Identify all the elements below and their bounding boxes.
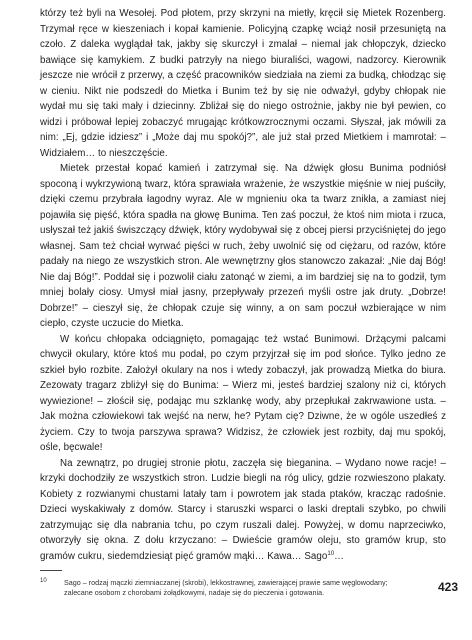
footnote-number: 10	[40, 578, 47, 584]
paragraph-1: którzy też byli na Wesołej. Pod płotem, przy skrzyni na mietły, kręcił się Mietek Rozenberg. Trzymał ręce w kieszeniach i kopał kamienie. Policyjną czapkę wciąż nosił przesuniętą na czoło. Z daleka wyglądał tak, jakby się skurczył i zmalał – niemal jak chłopczyk, dziecko bawiące się kamykiem. Z budki patrzyły na niego biuraliści, wagowi, nadzorcy. Kierownik jeszcze nie wrócił z przerwy, a część pracowników siedziała na ziemi za budką, chłodząc się w cieniu. Nikt nie podszedł do Mietka i Bunim też by się nie odważył, gdyby chłopak nie wydał mu się taki mały i dziecinny. Zbliżał się do niego ostrożnie, jakby nie był pewien, co widzi i próbował lepiej zobaczyć mrugając krótkowzrocznymi oczami. Słyszał, jak mówili za nim: „Ej, gdzie idziesz” i „Może daj mu spokój?”, ale już stał przed Mietkiem i mamrotał: – Widziałem… to nieszczęście.	[40, 8, 446, 159]
page-number: 423	[437, 580, 458, 594]
paragraph-2: Mietek przestał kopać kamień i zatrzymał się. Na dźwięk głosu Bunima podniósł spoconą i wykrzywioną twarz, która sprawiała wrażenie, że wszystkie mięśnie w niej puściły, dzięki czemu przybrała łagodny wyraz. Ale w mgnieniu oka ta twarz znikła, a zamiast niej pojawiła się pięść, która spadła na głowę Bunima. Ten zaś poczuł, że ktoś nim miota i rzuca, usłyszał też jakiś świszczący dźwięk, który wydobywał się z obcej piersi przyciśniętej do jego własnej. Sam też chciał wyrwać pięści w ruch, żeby uwolnić się od ciężaru, od razów, które padały na niego ze wszystkich stron. Ale wewnętrzny głos stanowczo zakazał: „Nie daj Bóg! Nie daj Bóg!”. Poddał się i pozwolił ciału zatonąć w ziemi, a im bardziej się na to godził, tym mniej bolały ciosy. Umysł miał jasny, przepływały przezeń myśli ostre jak druty. „Dobrze! Dobrze!” – cieszył się, że chłopak czuje się winny, a on sam poczuł wzbierające w nim ciepło, czyste uczucie do Mietka.	[40, 163, 446, 329]
footnote-reference[interactable]: 10	[327, 550, 335, 557]
paragraph-3: W końcu chłopaka odciągnięto, pomagając też wstać Bunimowi. Drżącymi palcami chwycił okulary, które ktoś mu podał, po czym przyjrzał się im pod słońce. Tylko jedno ze szkieł było rozbite. Założył okulary na nos i wtedy zobaczył, jak prowadzą Mietka do biura. Zezowaty tragarz zbliżył się do Bunima: – Wierz mi, jesteś bardziej szalony niż ci, których wywiezione! – złościł się, podając mu szklankę wody, aby przepłukał zakrwawione usta. – Jak można człowiekowi tak wejść na nerw, he? Pytam cię? Dziwne, że w ogóle uszedłeś z życiem. Czy to twoja parszywa sprawa? Widzisz, że człowiek jest rozbity, daj mu spokój, ośle, bęcwale!	[40, 333, 446, 453]
footnote-divider	[40, 570, 62, 571]
paragraph-4-tail: …	[334, 550, 344, 562]
body-text	[40, 6, 446, 564]
footnote	[40, 578, 410, 597]
paragraph-4	[40, 456, 446, 565]
footnote-text: Sago – rodzaj mączki ziemniaczanej (skrobi), lekkostrawnej, zawierającej prawie same węglowodany; zalecane osobom z chorobami żołądkowymi, nadaje się do pieczenia i gotowania.	[64, 578, 388, 597]
paragraph-4-text: Na zewnątrz, po drugiej stronie płotu, zaczęła się bieganina. – Wydano nowe racje! – krzyki dochodziły ze wszystkich stron. Ludzie biegli na róg ulicy, gdzie rozwieszono plakaty. Kobiety z rozwianymi chustami latały tam i powrotem jak stada ptaków, kracząc radośnie. Dzieci wyskakiwały z domów. Starcy i staruszki wsparci o laski dreptali szybko, po chwili zatrzymując się dla nabrania tchu, po czym ruszali dalej. Powyżej, w domu naprzeciwko, otworzyły się okna. Z dołu krzyczano: – Dwieście gramów oleju, sto gramów krup, sto gramów cukru, siedemdziesiąt pięć gramów mąki… Kawa… Sago	[40, 457, 446, 562]
